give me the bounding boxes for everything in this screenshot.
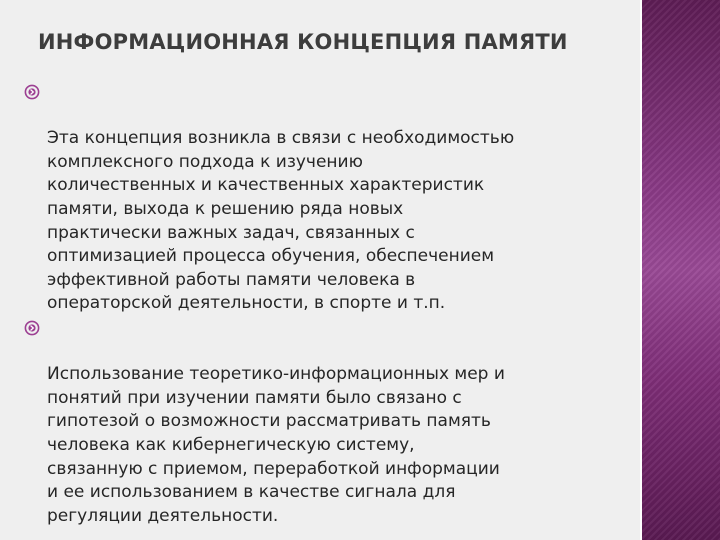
slide-title: ИНФОРМАЦИОННАЯ КОНЦЕПЦИЯ ПАМЯТИ bbox=[38, 30, 568, 54]
circle-arrow-bullet-icon bbox=[24, 84, 40, 100]
circle-arrow-bullet-icon bbox=[24, 320, 40, 336]
bullet-list bbox=[24, 80, 624, 528]
decorative-side-panel bbox=[642, 0, 720, 540]
bullet-item-1 bbox=[24, 80, 624, 316]
bullet-item-2 bbox=[24, 316, 624, 528]
bullet-text-2: Использование теоретико-информационных мер и понятий при изучении памяти было связано с гипотезой о возможности рассматривать память человека как кибернегическую систему, связанную с приемом, переработкой информации и ее использованием в качестве сигнала для регуляции деятельности. bbox=[47, 364, 505, 526]
bullet-text-1: Эта концепция возникла в связи с необходимостью комплексного подхода к изучению количественных и качественных характеристик памяти, выхода к решению ряда новых практически важных задач, связанных с оптимизацией процесса обучения, обеспечением эффективной работы памяти человека в операторской деятельности, в спорте и т.п. bbox=[47, 128, 515, 314]
